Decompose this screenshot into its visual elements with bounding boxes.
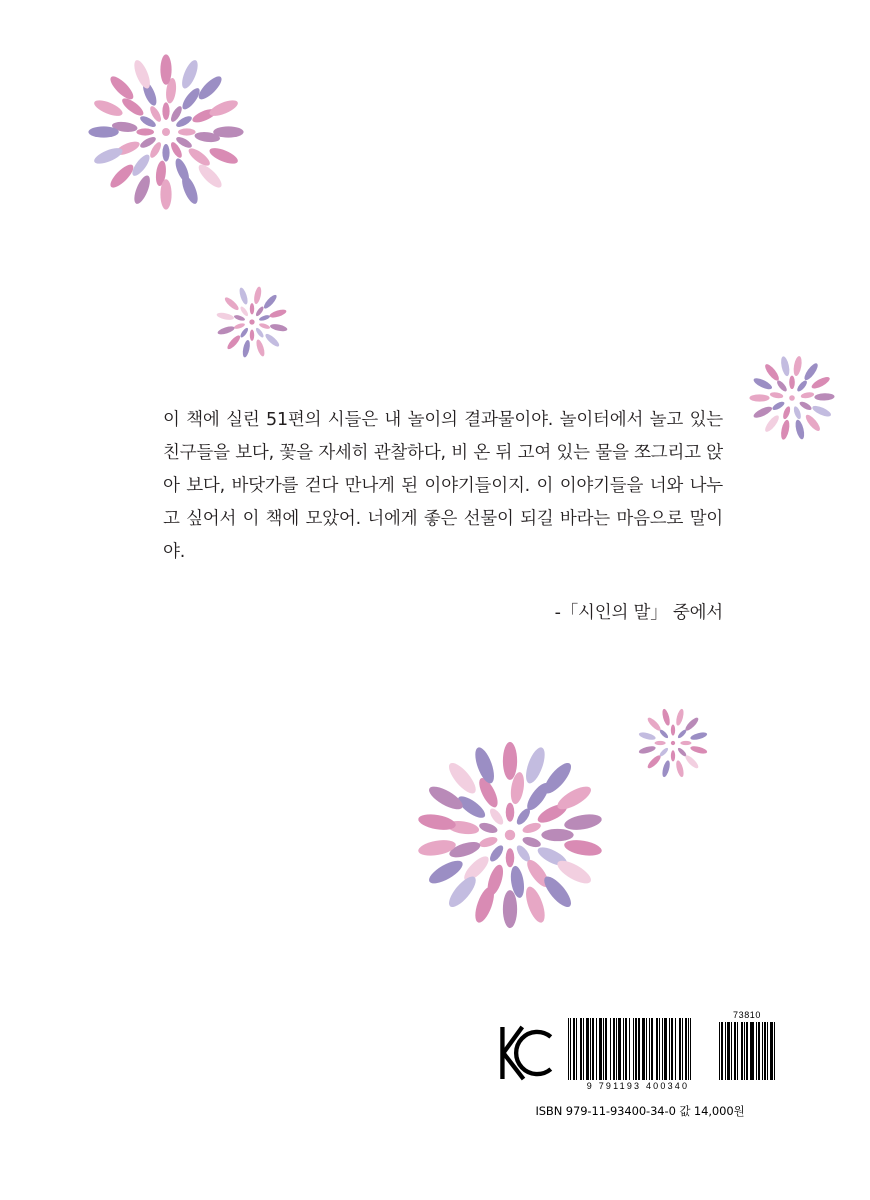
ean13-barcode <box>568 1018 708 1090</box>
blurb-text: 이 책에 실린 51편의 시들은 내 놀이의 결과물이야. 놀이터에서 놀고 있는 친구들을 보다, 꽃을 자세히 관찰하다, 비 온 뒤 고여 있는 물을 쪼그리고 앉아 보다, 바닷가를 걷다 만나게 된 이야기들이지. 이 이야기들을 너와 나누고 싶어서 이 책에 모았어. 너에게 좋은 선물이 되길 바라는 마음으로 말이야. <box>163 410 723 562</box>
flower-bottom-center-icon <box>415 740 605 930</box>
isbn-price-line: ISBN 979-11-93400-34-0 값 14,000원 <box>535 1104 745 1118</box>
back-cover-blurb <box>163 404 723 569</box>
addon-bars <box>719 1022 775 1080</box>
isbn-barcode-block <box>495 1010 785 1125</box>
addon-digits: 73810 <box>732 1010 762 1020</box>
ean13-digits: 9 791193 400340 <box>586 1081 690 1091</box>
flower-small-right-icon <box>630 700 716 786</box>
flower-upper-middle-icon <box>208 278 296 366</box>
flower-top-left-icon <box>86 52 246 212</box>
ean13-bars <box>568 1018 708 1080</box>
addon-barcode <box>719 1022 775 1080</box>
flower-right-edge-icon <box>736 342 848 454</box>
kc-mark-icon <box>495 1022 557 1084</box>
blurb-attribution: -「시인의 말」 중에서 <box>554 603 723 623</box>
